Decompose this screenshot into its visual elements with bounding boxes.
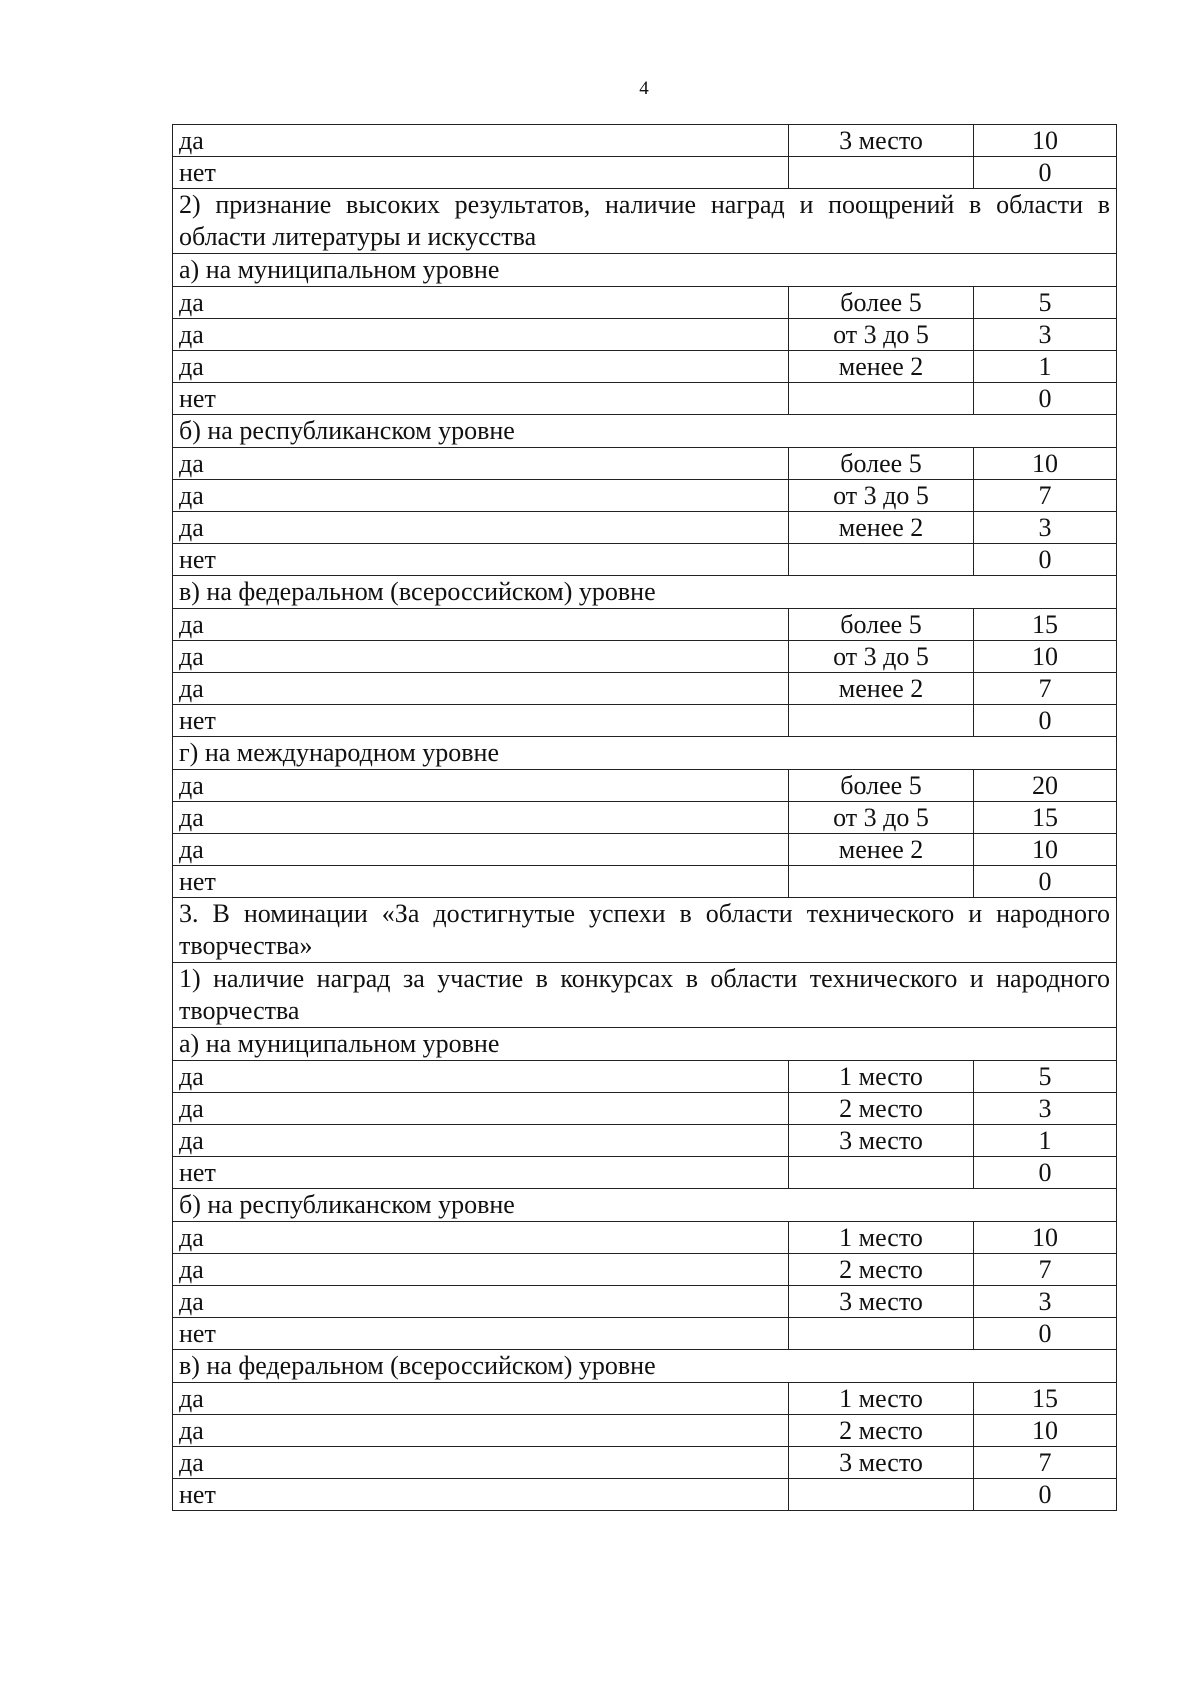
condition-cell: 3 место [789,125,974,157]
condition-cell [789,705,974,737]
answer-cell: да [173,319,789,351]
condition-cell: 2 место [789,1093,974,1125]
table-row [173,705,1117,737]
answer-cell: да [173,1061,789,1093]
points-cell: 3 [974,319,1117,351]
answer-cell: нет [173,1479,789,1511]
criteria-table [172,124,1117,1511]
points-cell: 10 [974,125,1117,157]
table-row [173,544,1117,576]
section-heading: 3. В номинации «За достигнутые успехи в области технического и народного творчества» [173,898,1117,963]
condition-cell: 3 место [789,1286,974,1318]
points-cell: 7 [974,673,1117,705]
points-cell: 5 [974,1061,1117,1093]
points-cell: 3 [974,1286,1117,1318]
points-cell: 0 [974,1318,1117,1350]
condition-cell: более 5 [789,287,974,319]
points-cell: 10 [974,641,1117,673]
condition-cell [789,1318,974,1350]
condition-cell: менее 2 [789,673,974,705]
condition-cell: от 3 до 5 [789,319,974,351]
answer-cell: да [173,1093,789,1125]
table-row [173,480,1117,512]
condition-cell: 1 место [789,1061,974,1093]
answer-cell: да [173,351,789,383]
condition-cell: 2 место [789,1254,974,1286]
points-cell: 10 [974,834,1117,866]
condition-cell: 3 место [789,1125,974,1157]
condition-cell [789,1157,974,1189]
page-number: 4 [639,78,649,99]
section-heading-row [173,254,1117,287]
section-heading: 1) наличие наград за участие в конкурсах в области технического и народного творчества [173,963,1117,1028]
condition-cell [789,157,974,189]
points-cell: 10 [974,1222,1117,1254]
answer-cell: да [173,1415,789,1447]
table-row [173,157,1117,189]
section-heading-row [173,189,1117,254]
points-cell: 7 [974,1254,1117,1286]
answer-cell: да [173,1125,789,1157]
condition-cell: менее 2 [789,512,974,544]
table-row [173,383,1117,415]
answer-cell: да [173,1447,789,1479]
points-cell: 10 [974,1415,1117,1447]
section-heading: 2) признание высоких результатов, наличие наград и поощрений в области в области литературы и искусства [173,189,1117,254]
section-heading-row [173,1189,1117,1222]
section-heading: в) на федеральном (всероссийском) уровне [173,1350,1117,1383]
condition-cell [789,383,974,415]
answer-cell: да [173,834,789,866]
answer-cell: да [173,448,789,480]
points-cell: 0 [974,383,1117,415]
points-cell: 0 [974,544,1117,576]
section-heading: в) на федеральном (всероссийском) уровне [173,576,1117,609]
table-row [173,609,1117,641]
answer-cell: да [173,1254,789,1286]
table-row [173,1447,1117,1479]
section-heading: б) на республиканском уровне [173,415,1117,448]
answer-cell: нет [173,705,789,737]
criteria-table-body [173,125,1117,1511]
table-row [173,1222,1117,1254]
answer-cell: да [173,1383,789,1415]
answer-cell: нет [173,157,789,189]
condition-cell: менее 2 [789,351,974,383]
answer-cell: да [173,125,789,157]
answer-cell: да [173,673,789,705]
section-heading-row [173,576,1117,609]
points-cell: 0 [974,705,1117,737]
condition-cell: менее 2 [789,834,974,866]
table-row [173,448,1117,480]
answer-cell: да [173,287,789,319]
condition-cell: от 3 до 5 [789,480,974,512]
condition-cell: 3 место [789,1447,974,1479]
table-row [173,1254,1117,1286]
condition-cell: 1 место [789,1383,974,1415]
table-row [173,866,1117,898]
condition-cell: более 5 [789,448,974,480]
condition-cell: более 5 [789,609,974,641]
table-row [173,125,1117,157]
section-heading: а) на муниципальном уровне [173,254,1117,287]
condition-cell [789,544,974,576]
answer-cell: да [173,1286,789,1318]
points-cell: 10 [974,448,1117,480]
section-heading-row [173,415,1117,448]
answer-cell: нет [173,1157,789,1189]
table-row [173,1415,1117,1447]
table-row [173,1479,1117,1511]
answer-cell: нет [173,383,789,415]
condition-cell: от 3 до 5 [789,802,974,834]
section-heading: б) на республиканском уровне [173,1189,1117,1222]
answer-cell: да [173,802,789,834]
table-row [173,1286,1117,1318]
section-heading-row [173,1028,1117,1061]
table-row [173,673,1117,705]
section-heading-row [173,898,1117,963]
points-cell: 7 [974,1447,1117,1479]
answer-cell: да [173,512,789,544]
points-cell: 15 [974,802,1117,834]
table-row [173,641,1117,673]
points-cell: 15 [974,1383,1117,1415]
answer-cell: да [173,609,789,641]
condition-cell [789,866,974,898]
section-heading-row [173,1350,1117,1383]
answer-cell: да [173,770,789,802]
points-cell: 0 [974,157,1117,189]
table-row [173,1383,1117,1415]
points-cell: 7 [974,480,1117,512]
table-row [173,834,1117,866]
points-cell: 3 [974,512,1117,544]
table-row [173,1093,1117,1125]
table-row [173,319,1117,351]
answer-cell: нет [173,544,789,576]
answer-cell: да [173,480,789,512]
answer-cell: нет [173,1318,789,1350]
condition-cell [789,1479,974,1511]
answer-cell: да [173,1222,789,1254]
points-cell: 3 [974,1093,1117,1125]
points-cell: 20 [974,770,1117,802]
table-row [173,770,1117,802]
section-heading-row [173,737,1117,770]
answer-cell: нет [173,866,789,898]
section-heading: а) на муниципальном уровне [173,1028,1117,1061]
table-row [173,512,1117,544]
points-cell: 5 [974,287,1117,319]
table-row [173,1318,1117,1350]
points-cell: 1 [974,351,1117,383]
points-cell: 1 [974,1125,1117,1157]
condition-cell: 1 место [789,1222,974,1254]
table-row [173,1061,1117,1093]
points-cell: 0 [974,1157,1117,1189]
table-row [173,287,1117,319]
section-heading-row [173,963,1117,1028]
table-row [173,1157,1117,1189]
table-row [173,351,1117,383]
points-cell: 15 [974,609,1117,641]
section-heading: г) на международном уровне [173,737,1117,770]
points-cell: 0 [974,866,1117,898]
condition-cell: более 5 [789,770,974,802]
table-row [173,1125,1117,1157]
condition-cell: 2 место [789,1415,974,1447]
condition-cell: от 3 до 5 [789,641,974,673]
points-cell: 0 [974,1479,1117,1511]
table-row [173,802,1117,834]
answer-cell: да [173,641,789,673]
